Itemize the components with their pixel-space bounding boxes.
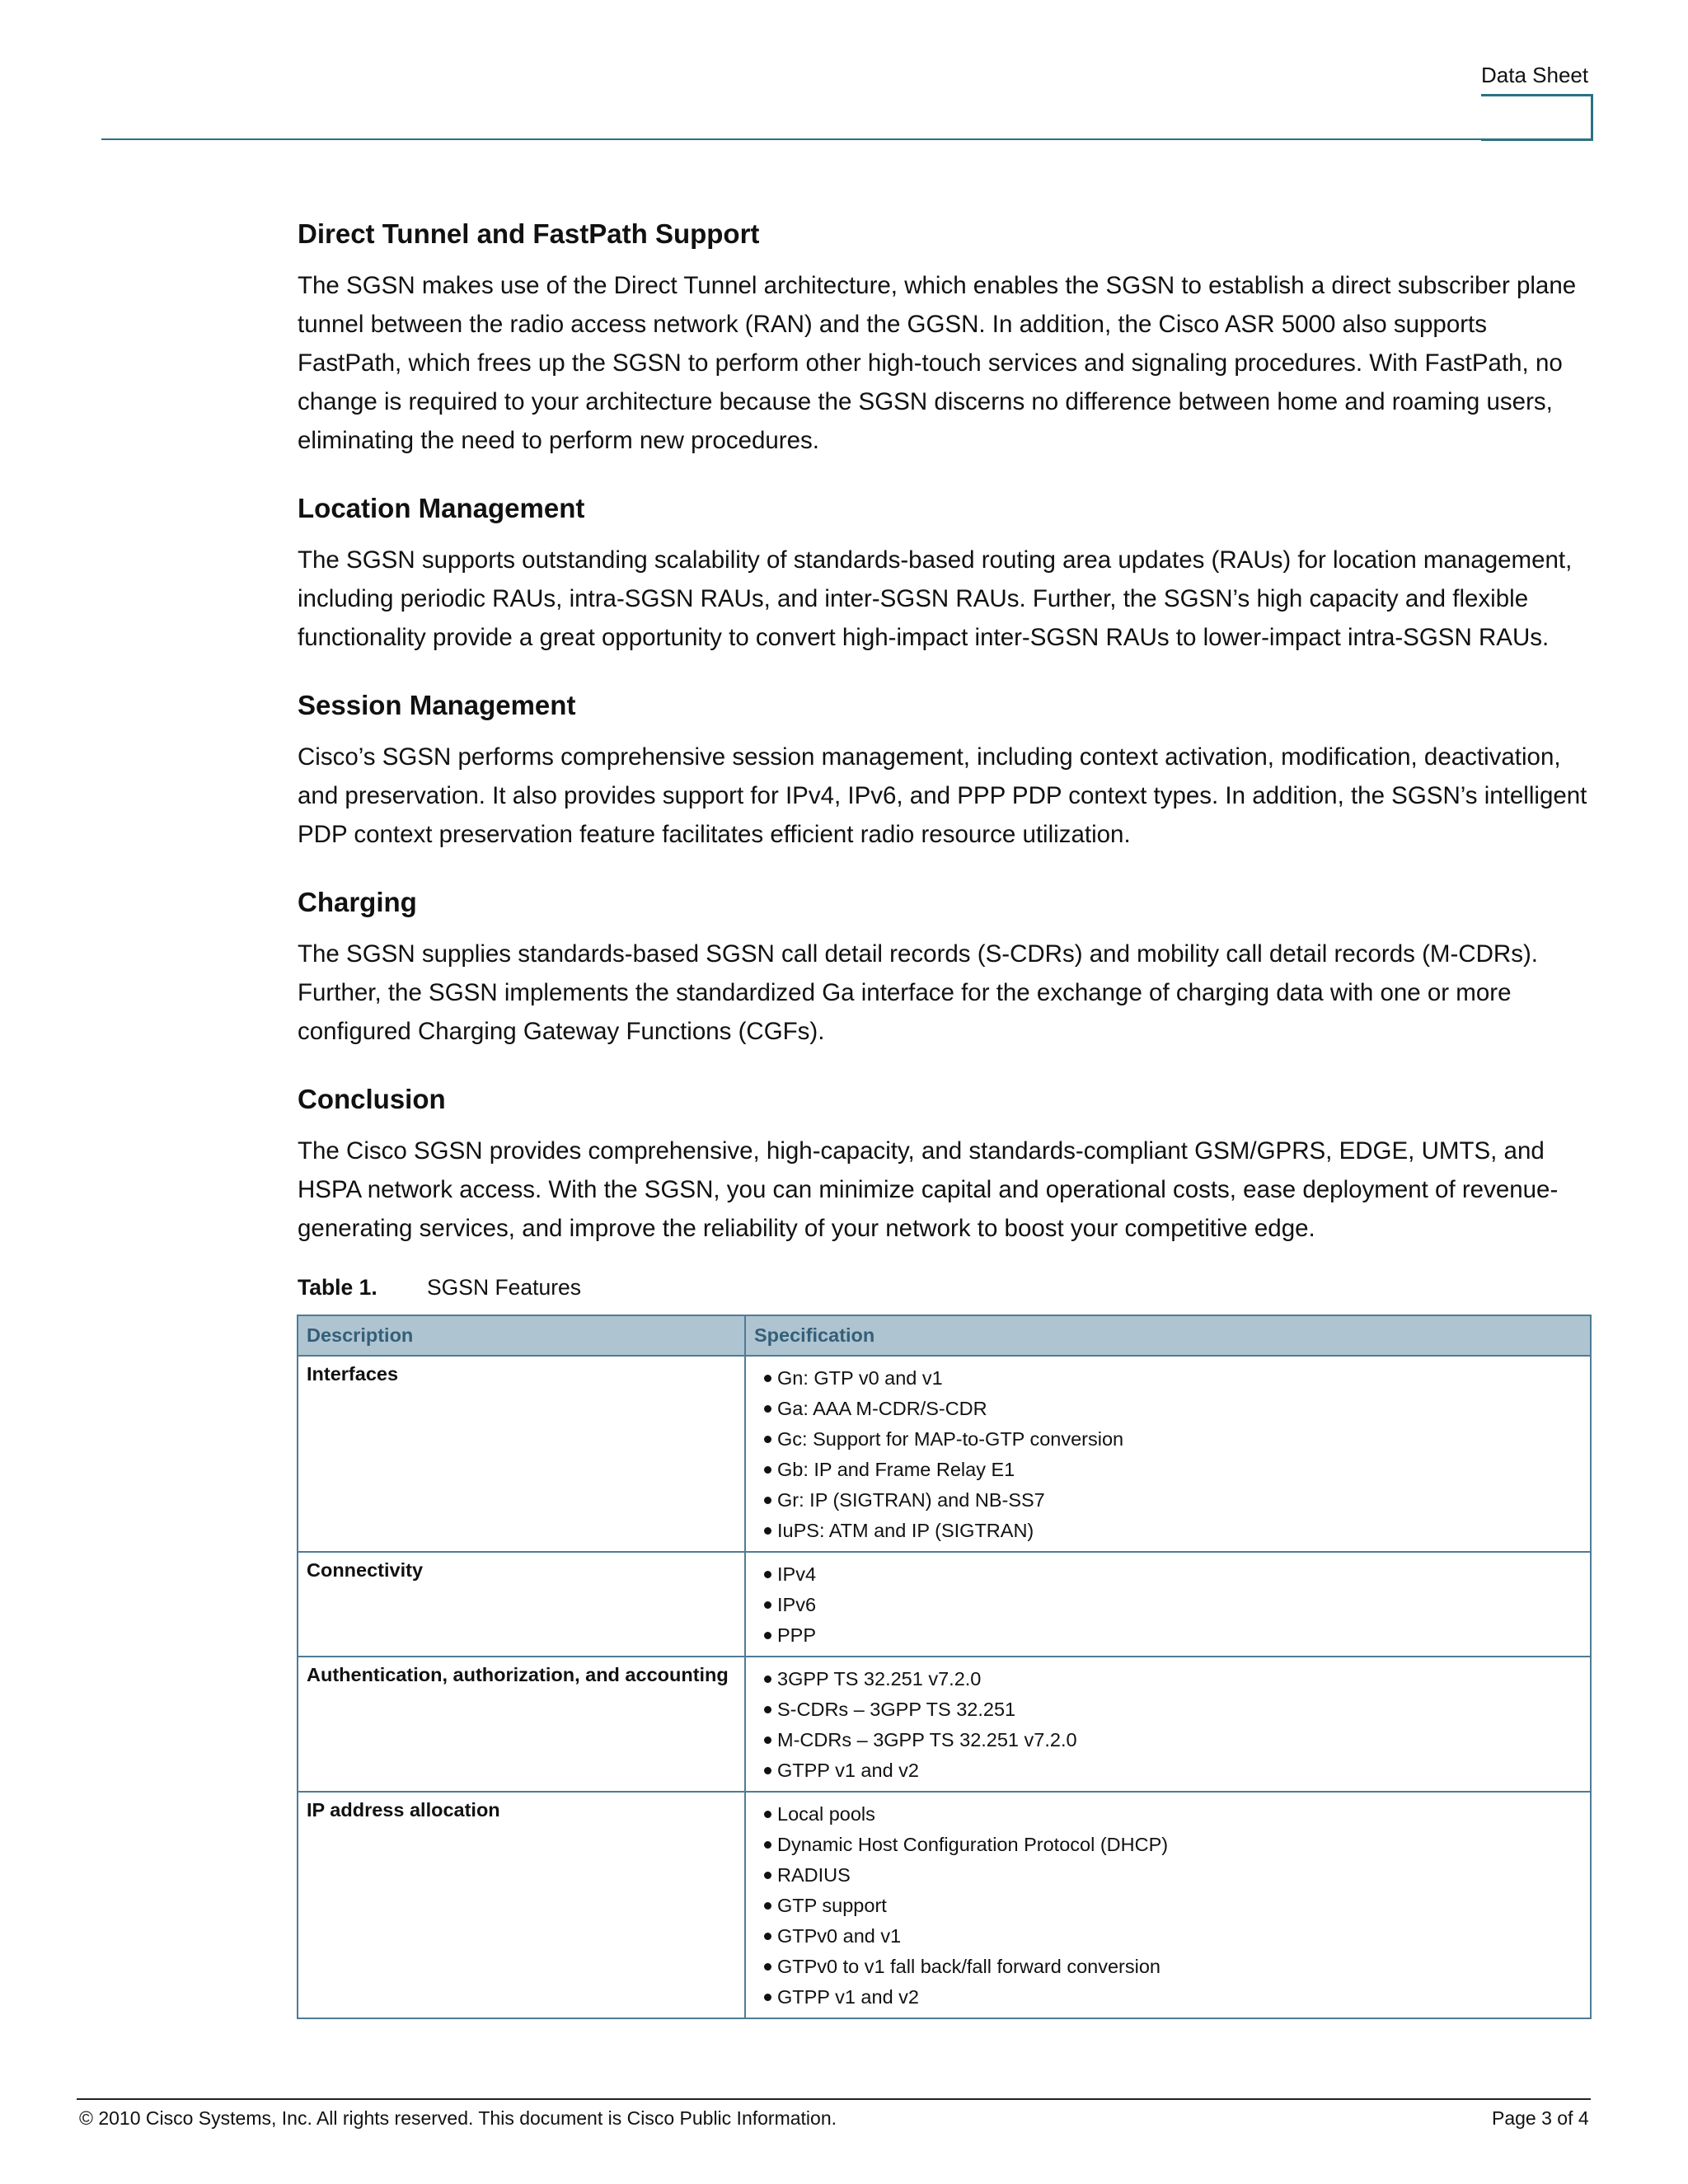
footer-rule	[77, 2098, 1591, 2100]
bullet-icon	[764, 1767, 771, 1774]
bullet-icon	[764, 1497, 771, 1504]
list-item-text: 3GPP TS 32.251 v7.2.0	[777, 1668, 982, 1690]
bullet-icon	[764, 1571, 771, 1578]
list-item-text: IuPS: ATM and IP (SIGTRAN)	[777, 1520, 1034, 1541]
column-header-description: Description	[298, 1315, 745, 1356]
list-item-text: Dynamic Host Configuration Protocol (DHCP)	[777, 1834, 1169, 1855]
bullet-icon	[764, 1994, 771, 2001]
table-caption-title: SGSN Features	[427, 1275, 582, 1300]
bullet-icon	[764, 1632, 771, 1639]
section-direct-tunnel	[298, 213, 1593, 460]
section-conclusion	[298, 1078, 1593, 1248]
list-item-text: Ga: AAA M-CDR/S-CDR	[777, 1398, 987, 1419]
table-row	[298, 1657, 1591, 1792]
bullet-icon	[764, 1963, 771, 1971]
bullet-icon	[764, 1706, 771, 1713]
table-row	[298, 1552, 1591, 1657]
list-item	[746, 1891, 1582, 1921]
bullet-icon	[764, 1527, 771, 1535]
table-header-row	[298, 1315, 1591, 1356]
bullet-icon	[764, 1436, 771, 1443]
section-heading: Direct Tunnel and FastPath Support	[298, 218, 760, 249]
bullet-icon	[764, 1675, 771, 1683]
footer-copyright: © 2010 Cisco Systems, Inc. All rights reserved. This document is Cisco Public Information.	[79, 2107, 837, 2129]
spec-list	[754, 1664, 1582, 1786]
list-item-text: GTPP v1 and v2	[777, 1986, 919, 2008]
list-item	[746, 1590, 1582, 1620]
list-item-text: RADIUS	[777, 1864, 851, 1886]
list-item-text: Gc: Support for MAP-to-GTP conversion	[777, 1428, 1124, 1450]
list-item-text: GTPP v1 and v2	[777, 1760, 919, 1781]
list-item	[746, 1455, 1582, 1485]
list-item	[746, 1694, 1582, 1725]
list-item-text: GTPv0 to v1 fall back/fall forward conversion	[777, 1956, 1160, 1977]
list-item-text: IPv6	[777, 1594, 817, 1615]
row-description: Connectivity	[298, 1552, 745, 1657]
section-body: The Cisco SGSN provides comprehensive, high-capacity, and standards-compliant GSM/GPRS, EDGE, UMTS, and HSPA network access. With the SGSN, you can minimize capital and operational costs, ease deployment of revenue-generating services, and improve the reliability of your network to boost your competitive edge.	[298, 1137, 1559, 1242]
list-item	[746, 1982, 1582, 2013]
spec-list	[754, 1799, 1582, 2013]
list-item-text: M-CDRs – 3GPP TS 32.251 v7.2.0	[777, 1729, 1077, 1750]
section-heading: Session Management	[298, 690, 576, 720]
row-description: IP address allocation	[298, 1792, 745, 2018]
list-item-text: IPv4	[777, 1563, 817, 1585]
section-session-management	[298, 684, 1593, 854]
section-charging	[298, 881, 1593, 1051]
row-specification	[745, 1657, 1591, 1792]
bullet-icon	[764, 1933, 771, 1940]
footer-page-number: Page 3 of 4	[1492, 2107, 1589, 2129]
table-row	[298, 1356, 1591, 1552]
sgsn-features-table	[297, 1315, 1592, 2019]
section-location-management	[298, 487, 1593, 657]
list-item-text: Local pools	[777, 1803, 875, 1825]
section-body: The SGSN supports outstanding scalability of standards-based routing area updates (RAUs) for location management, including periodic RAUs, intra-SGSN RAUs, and inter-SGSN RAUs. Further, the SGSN’s high capacity and flexible functionality provide a great opportunity to convert high-impact inter-SGSN RAUs to lower-impact intra-SGSN RAUs.	[298, 546, 1573, 651]
bullet-icon	[764, 1601, 771, 1609]
page-content	[298, 213, 1593, 2019]
section-heading: Charging	[298, 887, 417, 917]
row-specification	[745, 1552, 1591, 1657]
list-item	[746, 1830, 1582, 1860]
header-tab-decoration	[1481, 94, 1593, 141]
section-body: Cisco’s SGSN performs comprehensive session management, including context activation, modification, deactivation, and preservation. It also provides support for IPv4, IPv6, and PPP PDP context types. In addition, the SGSN’s intelligent PDP context preservation feature facilitates efficient radio resource utilization.	[298, 743, 1587, 848]
list-item	[746, 1860, 1582, 1891]
section-body: The SGSN makes use of the Direct Tunnel architecture, which enables the SGSN to establish a direct subscriber plane tunnel between the radio access network (RAN) and the GGSN. In addition, the Cisco ASR 5000 also supports FastPath, which frees up the SGSN to perform other high-touch services and signaling procedures. With FastPath, no change is required to your architecture because the SGSN discerns no difference between home and roaming users, eliminating the need to perform new procedures.	[298, 272, 1577, 454]
section-heading: Conclusion	[298, 1084, 446, 1114]
spec-list	[754, 1559, 1582, 1651]
list-item-text: PPP	[777, 1624, 817, 1646]
list-item	[746, 1394, 1582, 1424]
section-heading: Location Management	[298, 493, 585, 523]
list-item	[746, 1799, 1582, 1830]
list-item-text: S-CDRs – 3GPP TS 32.251	[777, 1699, 1016, 1720]
list-item-text: Gb: IP and Frame Relay E1	[777, 1459, 1015, 1480]
list-item	[746, 1921, 1582, 1952]
bullet-icon	[764, 1902, 771, 1910]
bullet-icon	[764, 1466, 771, 1474]
row-description: Interfaces	[298, 1356, 745, 1552]
list-item	[746, 1664, 1582, 1694]
table-caption-label: Table 1.	[298, 1275, 377, 1300]
list-item-text: GTP support	[777, 1895, 887, 1916]
bullet-icon	[764, 1736, 771, 1744]
bullet-icon	[764, 1375, 771, 1382]
table-body	[298, 1356, 1591, 2018]
list-item	[746, 1755, 1582, 1786]
section-body: The SGSN supplies standards-based SGSN call detail records (S-CDRs) and mobility call detail records (M-CDRs). Further, the SGSN implements the standardized Ga interface for the exchange of charging data with one or more configured Charging Gateway Functions (CGFs).	[298, 940, 1539, 1045]
table-row	[298, 1792, 1591, 2018]
list-item	[746, 1424, 1582, 1455]
list-item	[746, 1516, 1582, 1546]
list-item	[746, 1485, 1582, 1516]
list-item-text: Gr: IP (SIGTRAN) and NB-SS7	[777, 1489, 1045, 1511]
row-specification	[745, 1356, 1591, 1552]
bullet-icon	[764, 1405, 771, 1413]
column-header-specification: Specification	[745, 1315, 1591, 1356]
row-description: Authentication, authorization, and accounting	[298, 1657, 745, 1792]
table-caption	[298, 1275, 1593, 1301]
bullet-icon	[764, 1811, 771, 1818]
list-item-text: Gn: GTP v0 and v1	[777, 1367, 943, 1389]
document-type-label: Data Sheet	[1481, 63, 1589, 87]
list-item	[746, 1620, 1582, 1651]
bullet-icon	[764, 1872, 771, 1879]
list-item	[746, 1725, 1582, 1755]
bullet-icon	[764, 1841, 771, 1849]
list-item	[746, 1363, 1582, 1394]
list-item-text: GTPv0 and v1	[777, 1925, 902, 1947]
spec-list	[754, 1363, 1582, 1546]
row-specification	[745, 1792, 1591, 2018]
header-rule	[101, 138, 1593, 140]
list-item	[746, 1559, 1582, 1590]
list-item	[746, 1952, 1582, 1982]
